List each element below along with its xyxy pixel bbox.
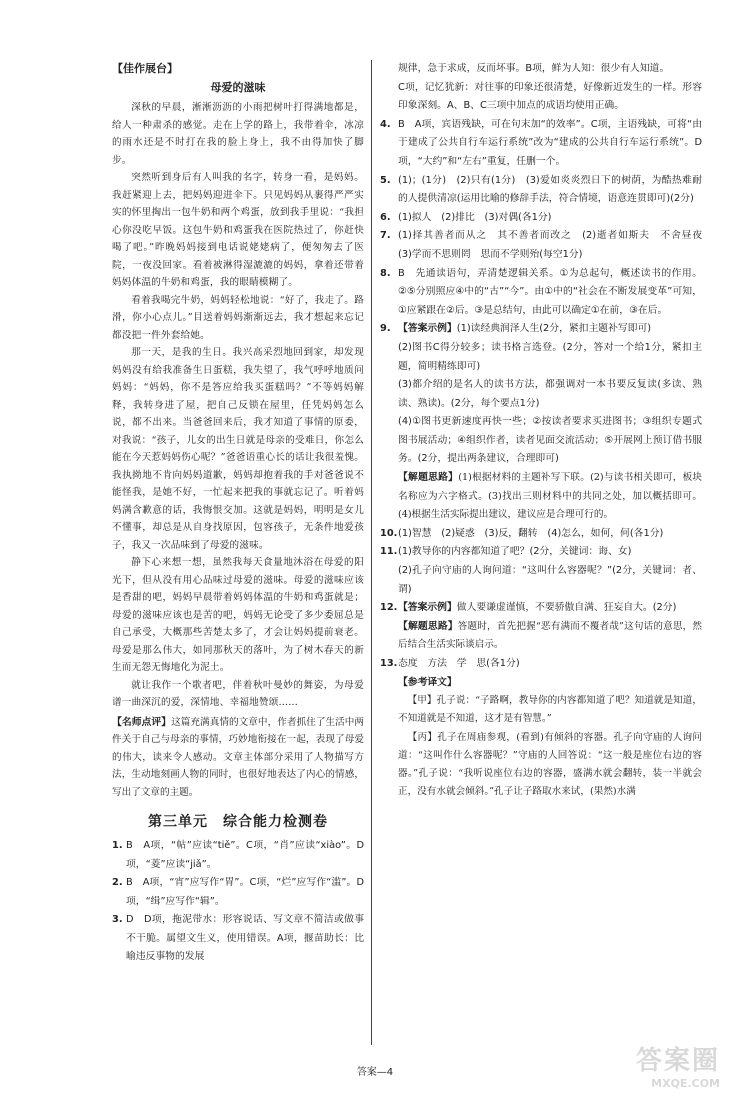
watermark-url: MXQE.COM [651, 1077, 720, 1090]
answer-number: 3. [112, 914, 123, 925]
answer-text: (1)；(1分) (2)只有(1分) (3)爱如炎炎烈日下的树荫，为酷热难耐的人提供清凉(运用比喻的修辞手法，符合情境，语意连贯即可)(2分) [398, 174, 702, 205]
answer-item [112, 837, 364, 874]
answer-item [380, 209, 702, 228]
answer-number: 9. [380, 323, 391, 335]
essay-paragraph: 突然听到身后有人叫我的名字，转身一看，是妈妈。我赶紧迎上去，把妈妈迎进伞下。只见妈妈从裹得严严实实的怀里掏出一包牛奶和两个鸡蛋，放到我手里说：“我担心你没吃早饭。这包牛奶和鸡蛋我在医院热过了，你赶快喝了吧。”昨晚妈妈接到电话说姥姥病了，便匆匆去了医院，一夜没回家。看着被淋得湿漉漉的妈妈，拿着还带着妈妈体温的牛奶和鸡蛋，我的眼睛模糊了。 [112, 172, 364, 288]
teacher-comment [112, 714, 364, 802]
column-divider [371, 60, 372, 1045]
answer-text: (1)拟人 (2)排比 (3)对偶(各1分) [398, 211, 552, 223]
comment-tag: 【名师点评】 [112, 716, 172, 728]
answer-number: 11. [380, 546, 398, 558]
essay-body [112, 99, 364, 712]
answer-continuation: (2)孔子向守庙的人询问道：“这叫什么容器呢？”(2分，关键词：者、谓) [398, 565, 702, 595]
answer-tag: 【答案示例】 [398, 323, 457, 335]
essay-paragraph: 就让我作一个歌者吧，伴着秋叶曼妙的舞姿，为母爱谱一曲深沉的爱，深情地、幸福地赞颂…… [112, 679, 364, 708]
answer-text: B A项，“宵”应写作“胃”。C项，“烂”应写作“滥”。D项，“缉”应写作“辑”。 [126, 877, 364, 907]
answer-item [380, 265, 702, 321]
answer-item [380, 172, 702, 209]
answer-number: 7. [380, 230, 391, 242]
answer-text: (1)智慧 (2)疑惑 (3)反，翻转 (4)怎么，如何，何(各1分) [398, 527, 664, 539]
answer-number: 1. [112, 840, 123, 851]
reference-translation [380, 692, 702, 801]
answer-text: (1)择其善者而从之 其不善者而改之 (2)逝者如斯夫 不舍昼夜 (3)学而不思则罔 思而不学则殆(每空1分) [398, 230, 712, 260]
essay-paragraph: 那一天，是我的生日。我兴高采烈地回到家，却发现妈妈没有给我准备生日蛋糕，我失望了，我气呼呼地质问妈妈：“妈妈，你不是答应给我买蛋糕吗？”不等妈妈解释，我转身进了屋，把自己反锁在屋里，任凭妈妈怎么说，都不出来。当爸爸回来后，我才知道了事情的原委，对我说：“孩子，儿女的出生日就是母亲的受难日，你怎么能在今天惹妈妈伤心呢？”爸爸语重心长的话让我很羞愧。我执拗地不肯向妈妈道歉，妈妈却抱着我的手对爸爸说不能怪我，是她不好，一忙起来把我的事就忘记了。听着妈妈满含歉意的话，我悔恨交加。这就是妈妈，明明是女儿不懂事，却总是从自身找原因，包容孩子，无条件地爱孩子，我又一次品味到了母爱的滋味。 [112, 347, 364, 551]
solution-text: (1)根据材料的主题补写下联。(2)与读书相关即可，板块名称应为六字格式。(3)找出三则材料中的共同之处，加以概括即可。(4)根据生活实际提出建议，建议应是合理可行的。 [398, 472, 703, 521]
comment-text: 这篇充满真情的文章中，作者抓住了生活中两件关于自己与母亲的事情，巧妙地衔接在一起，表现了母爱的伟大，读来令人感动。文章主体部分采用了人物描写方法，生动地刻画人物的同时，也很好地表达了内心的情感，写出了文章的主题。 [112, 716, 365, 798]
answer-text: B A项，“帖”应读“tiě”。C项，“肖”应读“xiào”。D项，“菱”应读“jiǎ”。 [126, 840, 364, 870]
answer-number: 6. [380, 211, 391, 223]
answer-text: D D项，拖泥带水：形容说话、写文章不简洁或做事不干脆。属望文生义，使用错误。A项，揠苗助长：比喻违反事物的发展 [126, 914, 364, 962]
answer-item [380, 116, 702, 172]
answer-number: 10. [380, 527, 398, 539]
answer-text: B 先通读语句，弄清楚逻辑关系。①为总起句，概述读书的作用。②⑤分别照应④中的“古”“今”。由①中的“社会在不断发展变革”可知，①应紧跟在②后。③是总结句，由此可以确定①在前，③在后。 [398, 267, 702, 316]
answer-item [112, 911, 364, 967]
answer-text: 做人要谦虚谨慎，不要骄傲自满、狂妄自大。(2分) [456, 602, 677, 614]
translation-paragraph: 【甲】孔子说：“子路啊，教导你的内容都知道了吧？知道就是知道，不知道就是不知道，这才是有智慧。” [398, 695, 702, 725]
answer-continuation: (3)都介绍的是名人的读书方法，都强调对一本书要反复读(多读、熟读、熟读)。(2分，每个要点1分) [398, 379, 702, 409]
page-number: 答案—4 [356, 1067, 394, 1078]
solution-text: 答题时，首先把握“恶有满而不覆者哉”这句话的意思，然后结合生活实际谈启示。 [398, 620, 702, 651]
answer-item [380, 655, 702, 674]
essay-paragraph: 静下心来想一想，虽然我每天食量地沐浴在母爱的阳光下，但从没有用心品味过母爱的滋味。母爱的滋味应该是香甜的吧，妈妈早晨带着妈妈体温的牛奶和鸡蛋就是；母爱的滋味应该也是苦的吧，妈妈无论受了多少委屈总是自己承受，大概那些苦楚太多了，才会让妈妈提前衰老。母爱是那么伟大，如同那秋天的落叶，为了树木春天的新生而无怨无悔地化为泥土。 [112, 557, 364, 673]
answer-number: 4. [380, 118, 391, 130]
answer-text: 态度 方法 学 思(各1分) [398, 658, 520, 669]
answer-item [112, 874, 364, 911]
translation-heading [380, 674, 702, 693]
answer-item [380, 320, 702, 339]
site-watermark-logo [600, 1040, 720, 1090]
watermark-brand: 答案圈 [635, 1046, 720, 1076]
answer-text: (1)读经典润泽人生(2分，紧扣主题补写即可) [456, 323, 652, 335]
answer-number: 2. [112, 877, 123, 888]
answer-number: 8. [380, 267, 391, 279]
answer-tag: 【解题思路】 [398, 620, 458, 632]
answer-item [380, 543, 702, 562]
answer-text: (1)教导你的内容都知道了吧？(2分，关键词：诲、女) [398, 546, 632, 558]
answer-item [380, 599, 702, 618]
answer-text: B A项，宾语残缺，可在句末加“的效率”。C项，主语残缺，可将“由于建成了公共自行车运行系统”改为“建成的公共自行车运行系统”。D项，“大约”和“左右”重复，任删一个。 [398, 118, 702, 167]
answer-item [380, 227, 712, 264]
answer-tag: 【答案示例】 [398, 602, 457, 614]
answer-number: 13. [380, 658, 398, 669]
right-column [380, 60, 712, 801]
essay-paragraph: 深秋的早晨，淅淅沥沥的小雨把树叶打得满地都是，给人一种肃杀的感觉。走在上学的路上，我带着伞，冰凉的雨水还是不时打在我的脸上身上，我不由得加快了脚步。 [112, 102, 364, 166]
answer-continuation: (4)①图书更新速度再快一些；②按读者要求买进图书；③组织专题式图书展活动；④组织作者，读者见面交流活动；⑤开展网上预订借书服务。(2分，提出两条建议，合理即可) [398, 416, 702, 465]
essay-title: 母爱的滋味 [210, 81, 266, 94]
answer-number: 5. [380, 174, 391, 186]
answer-tag: 【解题思路】 [398, 472, 459, 484]
unit-title: 第三单元 综合能力检测卷 [148, 814, 328, 830]
solution-idea [380, 618, 702, 655]
showcase-heading: 【佳作展台】 [112, 62, 178, 75]
right-answers [380, 60, 712, 692]
essay-paragraph: 看着我喝完牛奶，妈妈轻松地说：“好了，我走了。路滑，你小心点儿。”目送着妈妈渐渐远去，我才想起来忘记都没把一件外套给她。 [112, 294, 364, 341]
left-column [112, 60, 364, 967]
solution-idea [380, 469, 702, 525]
translation-paragraph: 【丙】孔子在周庙参观，(看到)有倾斜的容器。孔子向守庙的人询问道：“这叫作什么容器呢？”守庙的人回答说：“这一般是座位右边的容器。”孔子说：“我听说座位右边的容器，盛满水就会翻转，装一半就会正，没有水就会倾斜。”孔子让子路取水来试，(果然)水满 [398, 731, 702, 798]
answer-continuation: (2)图书C得分较多；读书格言选登。(2分，答对一个给1分，紧扣主题，简明精练即可) [398, 341, 702, 372]
answer-item [380, 525, 702, 544]
answer-continuation: C项，记忆犹新：对往事的印象还很清楚，好像新近发生的一样。形容印象深刻。A、B、C三项中加点的成语均使用正确。 [398, 81, 702, 112]
left-answers [112, 837, 364, 967]
answer-number: 12. [380, 602, 398, 614]
answer-continuation: 规律，急于求成，反而坏事。B项，鲜为人知：很少有人知道。 [398, 63, 670, 74]
answer-tag: 【参考译文】 [398, 676, 457, 688]
